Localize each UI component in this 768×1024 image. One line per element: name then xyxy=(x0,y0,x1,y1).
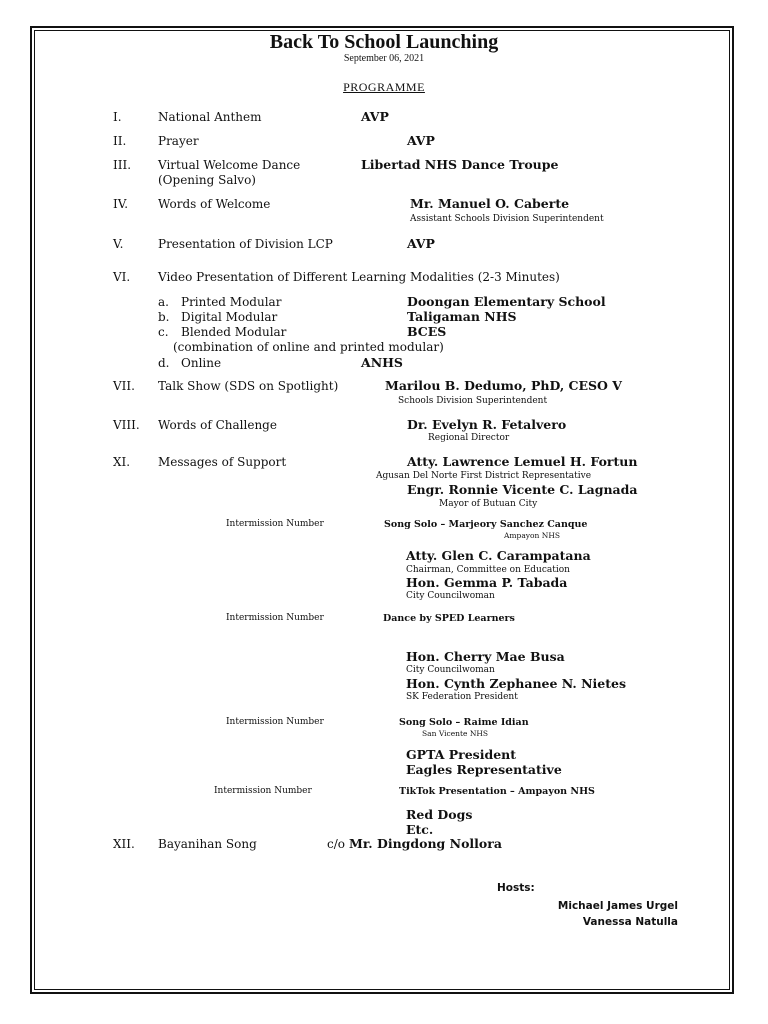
item-role: Assistant Schools Division Superintendent xyxy=(410,214,604,224)
supporter-name: Hon. Gemma P. Tabada xyxy=(406,575,568,590)
supporter-name: Etc. xyxy=(406,822,434,837)
sub-letter: b. xyxy=(158,310,170,324)
item-number: XII. xyxy=(113,837,135,851)
item-label: Video Presentation of Different Learning Modalities (2-3 Minutes) xyxy=(158,270,560,284)
intermission-value: TikTok Presentation – Ampayon NHS xyxy=(399,786,595,797)
intermission-school: Ampayon NHS xyxy=(504,531,561,540)
supporter-name: Hon. Cynth Zephanee N. Nietes xyxy=(406,676,627,691)
supporter-role: City Councilwoman xyxy=(406,591,495,601)
item-value: Mr. Dingdong Nollora xyxy=(349,836,502,851)
supporter-name: Engr. Ronnie Vicente C. Lagnada xyxy=(407,482,638,497)
item-label: Talk Show (SDS on Spotlight) xyxy=(158,379,339,393)
item-role: Regional Director xyxy=(428,433,510,443)
item-label: Words of Challenge xyxy=(158,418,277,432)
document-title: Back To School Launching xyxy=(269,31,499,53)
item-number: V. xyxy=(113,237,124,251)
intermission-value: Dance by SPED Learners xyxy=(383,613,515,624)
sub-label: Online xyxy=(181,356,222,370)
item-number: III. xyxy=(113,158,132,172)
intermission-school: San Vicente NHS xyxy=(422,729,489,738)
intermission-value: Song Solo – Raime Idian xyxy=(399,717,529,728)
item-value: AVP xyxy=(407,236,435,251)
supporter-role: Chairman, Committee on Education xyxy=(406,565,570,575)
item-number: VII. xyxy=(113,379,135,393)
item-value: Marilou B. Dedumo, PhD, CESO V xyxy=(385,378,622,393)
item-label: Prayer xyxy=(158,134,199,148)
sub-value: Taligaman NHS xyxy=(407,309,517,324)
supporter-name: Eagles Representative xyxy=(406,762,562,777)
supporter-name: Atty. Lawrence Lemuel H. Fortun xyxy=(407,454,638,469)
supporter-name: GPTA President xyxy=(406,747,517,762)
item-number: II. xyxy=(113,134,127,148)
sub-label: Blended Modular xyxy=(181,325,287,339)
supporter-role: Agusan Del Norte First District Representative xyxy=(376,471,592,481)
intermission-label: Intermission Number xyxy=(226,717,324,727)
sub-note: (combination of online and printed modular) xyxy=(173,340,444,354)
supporter-name: Red Dogs xyxy=(406,807,473,822)
care-of-label: c/o xyxy=(327,837,345,851)
supporter-name: Atty. Glen C. Carampatana xyxy=(406,548,591,563)
item-label: Presentation of Division LCP xyxy=(158,237,333,251)
item-label: Words of Welcome xyxy=(158,197,271,211)
sub-value: ANHS xyxy=(361,355,403,370)
intermission-label: Intermission Number xyxy=(214,786,312,796)
item-value: Mr. Manuel O. Caberte xyxy=(410,196,570,211)
sub-letter: c. xyxy=(158,325,169,339)
sub-value: BCES xyxy=(407,324,447,339)
item-number: IV. xyxy=(113,197,129,211)
item-label: National Anthem xyxy=(158,110,262,124)
item-value: Libertad NHS Dance Troupe xyxy=(361,157,559,172)
item-label: Virtual Welcome Dance xyxy=(158,158,301,172)
item-role: Schools Division Superintendent xyxy=(398,396,548,406)
sub-letter: d. xyxy=(158,356,170,370)
item-value: Dr. Evelyn R. Fetalvero xyxy=(407,417,567,432)
sub-label: Digital Modular xyxy=(181,310,278,324)
intermission-label: Intermission Number xyxy=(226,613,324,623)
sub-label: Printed Modular xyxy=(181,295,282,309)
intermission-label: Intermission Number xyxy=(226,519,324,529)
event-date: September 06, 2021 xyxy=(343,53,425,64)
programme-heading: PROGRAMME xyxy=(343,80,425,94)
item-label: Bayanihan Song xyxy=(158,837,257,851)
sub-value: Doongan Elementary School xyxy=(407,294,606,309)
supporter-role: SK Federation President xyxy=(406,692,518,702)
item-number: I. xyxy=(113,110,122,124)
sub-letter: a. xyxy=(158,295,169,309)
item-value: AVP xyxy=(407,133,435,148)
item-value: AVP xyxy=(361,109,389,124)
host-name: Michael James Urgel xyxy=(557,900,678,912)
item-label-line2: (Opening Salvo) xyxy=(158,173,256,187)
supporter-name: Hon. Cherry Mae Busa xyxy=(406,649,565,664)
item-number: VI. xyxy=(113,270,131,284)
item-label: Messages of Support xyxy=(158,455,287,469)
intermission-value: Song Solo – Marjeory Sanchez Canque xyxy=(384,519,588,530)
item-number: VIII. xyxy=(113,418,140,432)
host-name: Vanessa Natulla xyxy=(582,916,678,928)
hosts-label: Hosts: xyxy=(497,882,535,894)
supporter-role: Mayor of Butuan City xyxy=(439,499,538,509)
supporter-role: City Councilwoman xyxy=(406,665,495,675)
item-number: XI. xyxy=(113,455,131,469)
